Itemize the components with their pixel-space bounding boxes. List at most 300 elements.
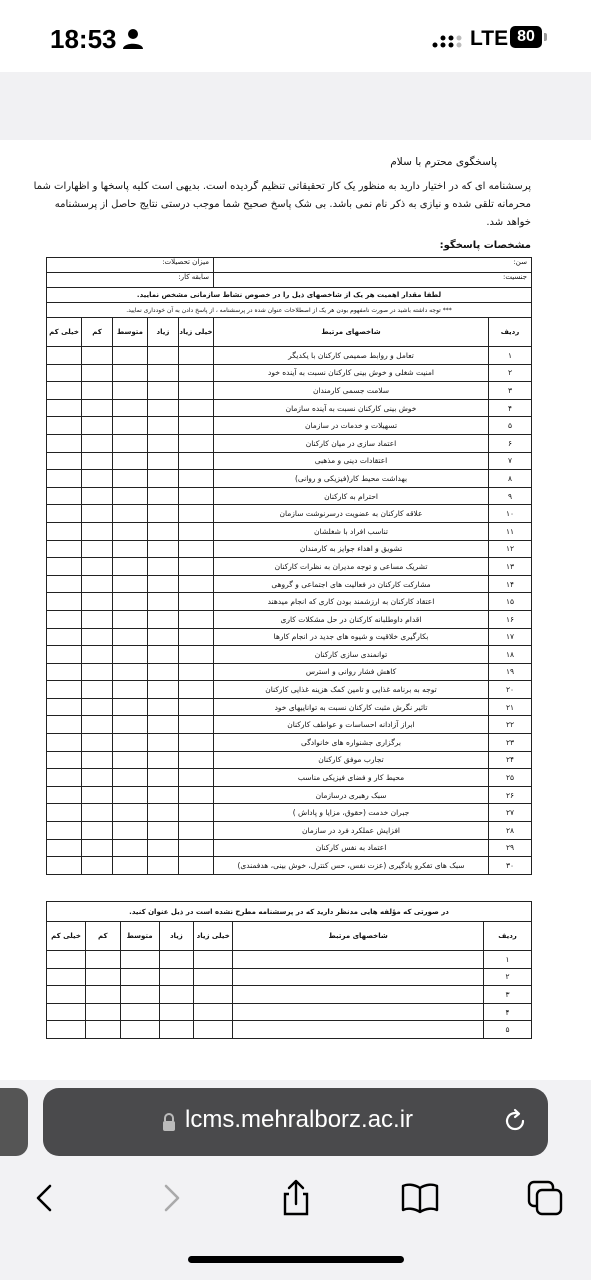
col-indicator: شاخصهای مرتبط: [214, 318, 489, 347]
answer-cell-high[interactable]: [148, 558, 179, 576]
answer-cell-very-high[interactable]: [179, 681, 214, 699]
indicator-text: تسهیلات و خدمات در سازمان: [214, 417, 489, 435]
answer-cell-very-high[interactable]: [179, 769, 214, 787]
row-number: ۱۷: [489, 628, 532, 646]
row-number: ۳۰: [489, 857, 532, 875]
indicator-text: تعامل و روابط صمیمی کارکنان با یکدیگر: [214, 347, 489, 365]
answer-cell-very-high[interactable]: [179, 382, 214, 400]
answer-cell-medium[interactable]: [120, 1003, 159, 1021]
row-number: ۸: [489, 470, 532, 488]
indicator-text: سبک رهبری درسازمان: [214, 786, 489, 804]
back-icon[interactable]: [24, 1178, 64, 1218]
answer-cell-low[interactable]: [82, 698, 113, 716]
answer-cell-low[interactable]: [82, 628, 113, 646]
table-row: [47, 681, 532, 699]
education-label: میزان تحصیلات:: [47, 258, 214, 273]
answer-cell-low[interactable]: [82, 364, 113, 382]
answer-cell-very-high[interactable]: [179, 646, 214, 664]
answer-cell-very-low[interactable]: [47, 786, 82, 804]
table-row: [47, 382, 532, 400]
indicator-text: ابراز آزادانه احساسات و عواطف کارکنان: [214, 716, 489, 734]
answer-cell-medium[interactable]: [113, 769, 148, 787]
table-row: [47, 575, 532, 593]
row-number: ۱۲: [489, 540, 532, 558]
row-number: ۵: [484, 1021, 532, 1039]
row-number: ۳: [489, 382, 532, 400]
bookmarks-icon[interactable]: [400, 1178, 440, 1218]
answer-cell-low[interactable]: [82, 575, 113, 593]
indicator-text: تشریک مساعی و توجه مدیران به نظرات کارکنان: [214, 558, 489, 576]
answer-cell-medium[interactable]: [113, 558, 148, 576]
indicator-text: بکارگیری خلاقیت و شیوه های جدید در انجام کارها: [214, 628, 489, 646]
answer-cell-medium[interactable]: [113, 505, 148, 523]
row-number: ۶: [489, 434, 532, 452]
age-label: سن:: [214, 258, 532, 273]
answer-cell-very-low[interactable]: [47, 628, 82, 646]
answer-cell-high[interactable]: [148, 382, 179, 400]
answer-cell-very-low[interactable]: [47, 857, 82, 875]
answer-cell-very-high[interactable]: [179, 610, 214, 628]
answer-cell-very-high[interactable]: [179, 487, 214, 505]
answer-cell-very-high[interactable]: [179, 786, 214, 804]
row-number: ۲۲: [489, 716, 532, 734]
answer-cell-low[interactable]: [82, 540, 113, 558]
row-number: ۲: [489, 364, 532, 382]
col-indicator: شاخصهای مرتبط: [233, 922, 484, 951]
answer-cell-very-high[interactable]: [179, 470, 214, 488]
table-row: [47, 628, 532, 646]
answer-cell-medium[interactable]: [113, 522, 148, 540]
table-row: [47, 434, 532, 452]
row-number: ۲۳: [489, 734, 532, 752]
answer-cell-very-high[interactable]: [179, 399, 214, 417]
row-number: ۷: [489, 452, 532, 470]
row-number: ۲۱: [489, 698, 532, 716]
answer-cell-medium[interactable]: [113, 593, 148, 611]
indicator-cell[interactable]: [233, 986, 484, 1004]
answer-cell-medium[interactable]: [120, 986, 159, 1004]
experience-label: سابقه کار:: [47, 273, 214, 288]
answer-cell-medium[interactable]: [113, 751, 148, 769]
answer-cell-high[interactable]: [148, 364, 179, 382]
answer-cell-very-low[interactable]: [47, 698, 82, 716]
answer-cell-very-high[interactable]: [194, 1021, 233, 1039]
previous-tab-stub[interactable]: [0, 1088, 28, 1156]
table-row: [47, 986, 532, 1004]
answer-cell-very-low[interactable]: [47, 751, 82, 769]
answer-cell-high[interactable]: [148, 347, 179, 365]
answer-cell-low[interactable]: [82, 593, 113, 611]
answer-cell-medium[interactable]: [113, 487, 148, 505]
answer-cell-very-high[interactable]: [194, 951, 233, 969]
answer-cell-very-high[interactable]: [194, 986, 233, 1004]
answer-cell-low[interactable]: [86, 968, 121, 986]
signal-icon: [432, 32, 462, 48]
answer-cell-very-high[interactable]: [179, 434, 214, 452]
answer-cell-high[interactable]: [148, 628, 179, 646]
answer-cell-high[interactable]: [148, 751, 179, 769]
answer-cell-medium[interactable]: [113, 698, 148, 716]
answer-cell-high[interactable]: [148, 434, 179, 452]
answer-cell-low[interactable]: [86, 986, 121, 1004]
answer-cell-high[interactable]: [159, 951, 194, 969]
indicator-text: امنیت شغلی و خوش بینی کارکنان نسبت به آینده خود: [214, 364, 489, 382]
row-number: ۲۵: [489, 769, 532, 787]
answer-cell-low[interactable]: [82, 716, 113, 734]
answer-cell-very-high[interactable]: [179, 628, 214, 646]
page-top-margin: [0, 72, 591, 141]
indicator-text: اقدام داوطلبانه کارکنان در حل مشکلات کاری: [214, 610, 489, 628]
indicator-text: علاقه کارکنان به عضویت درسرنوشت سازمان: [214, 505, 489, 523]
home-indicator: [188, 1256, 404, 1263]
answer-cell-very-low[interactable]: [47, 716, 82, 734]
tabs-icon[interactable]: [525, 1178, 565, 1218]
row-number: ۲۴: [489, 751, 532, 769]
row-number: ۱: [484, 951, 532, 969]
answer-cell-very-low[interactable]: [47, 968, 86, 986]
respondent-title: مشخصات پاسخگو:: [439, 240, 531, 251]
row-number: ۲۶: [489, 786, 532, 804]
forward-icon[interactable]: [152, 1178, 192, 1218]
answer-cell-very-high[interactable]: [179, 364, 214, 382]
answer-cell-medium[interactable]: [113, 716, 148, 734]
indicator-text: کاهش فشار روانی و استرس: [214, 663, 489, 681]
answer-cell-very-high[interactable]: [179, 716, 214, 734]
answer-cell-very-low[interactable]: [47, 681, 82, 699]
indicator-text: سبک های تفکرو یادگیری (عزت نفس، حس کنترل، خوش بینی، هدفمندی): [214, 857, 489, 875]
answer-cell-high[interactable]: [148, 734, 179, 752]
answer-cell-very-high[interactable]: [179, 347, 214, 365]
answer-cell-very-low[interactable]: [47, 452, 82, 470]
answer-cell-medium[interactable]: [113, 822, 148, 840]
browser-toolbar: [0, 1170, 591, 1230]
table-row: [47, 417, 532, 435]
answer-cell-very-low[interactable]: [47, 663, 82, 681]
answer-cell-very-low[interactable]: [47, 734, 82, 752]
answer-cell-high[interactable]: [148, 505, 179, 523]
answer-cell-low[interactable]: [82, 786, 113, 804]
table-row: [47, 610, 532, 628]
questionnaire-page: [0, 140, 591, 1080]
battery-tip: [544, 33, 547, 41]
indicator-text: احترام به کارکنان: [214, 487, 489, 505]
answer-cell-medium[interactable]: [113, 540, 148, 558]
answer-cell-high[interactable]: [159, 986, 194, 1004]
answer-cell-medium[interactable]: [113, 804, 148, 822]
answer-cell-medium[interactable]: [113, 646, 148, 664]
table-row: [47, 804, 532, 822]
table-row: [47, 769, 532, 787]
answer-cell-high[interactable]: [148, 470, 179, 488]
answer-cell-very-low[interactable]: [47, 822, 82, 840]
answer-cell-high[interactable]: [148, 681, 179, 699]
answer-cell-very-low[interactable]: [47, 347, 82, 365]
answer-cell-low[interactable]: [86, 1021, 121, 1039]
table-row: [47, 522, 532, 540]
answer-cell-high[interactable]: [148, 857, 179, 875]
row-number: ۱۰: [489, 505, 532, 523]
answer-cell-very-low[interactable]: [47, 951, 86, 969]
answer-cell-high[interactable]: [148, 716, 179, 734]
indicator-text: جبران خدمت (حقوق، مزایا و پاداش ): [214, 804, 489, 822]
row-number: ۴: [484, 1003, 532, 1021]
greeting: پاسخگوی محترم با سلام: [390, 156, 497, 168]
col-high: زیاد: [159, 922, 194, 951]
indicator-text: تاثیر نگرش مثبت کارکنان نسبت به تواناییهای خود: [214, 698, 489, 716]
person-icon: [122, 28, 144, 50]
answer-cell-low[interactable]: [86, 1003, 121, 1021]
answer-cell-medium[interactable]: [113, 470, 148, 488]
answer-cell-very-high[interactable]: [179, 804, 214, 822]
answer-cell-very-low[interactable]: [47, 364, 82, 382]
answer-cell-very-low[interactable]: [47, 522, 82, 540]
gender-label: جنسیت:: [214, 273, 532, 288]
indicator-text: بهداشت محیط کار(فیزیکی و روانی): [214, 470, 489, 488]
answer-cell-medium[interactable]: [120, 1021, 159, 1039]
answer-cell-very-low[interactable]: [47, 610, 82, 628]
answer-cell-very-high[interactable]: [179, 593, 214, 611]
answer-cell-medium[interactable]: [113, 663, 148, 681]
answer-cell-medium[interactable]: [120, 951, 159, 969]
answer-cell-low[interactable]: [82, 646, 113, 664]
answer-cell-medium[interactable]: [113, 857, 148, 875]
answer-cell-medium[interactable]: [113, 364, 148, 382]
table-row: [47, 1003, 532, 1021]
answer-cell-very-high[interactable]: [194, 1003, 233, 1021]
indicator-text: سلامت جسمی کارمندان: [214, 382, 489, 400]
answer-cell-low[interactable]: [82, 470, 113, 488]
row-number: ۱۶: [489, 610, 532, 628]
answer-cell-high[interactable]: [148, 575, 179, 593]
answer-cell-very-low[interactable]: [47, 505, 82, 523]
answer-cell-medium[interactable]: [113, 681, 148, 699]
table-row: [47, 646, 532, 664]
answer-cell-very-low[interactable]: [47, 593, 82, 611]
col-very-low: خیلی کم: [47, 922, 86, 951]
indicator-text: افزایش عملکرد فرد در سازمان: [214, 822, 489, 840]
indicator-text: تناسب افراد با شغلشان: [214, 522, 489, 540]
answer-cell-low[interactable]: [82, 663, 113, 681]
answer-cell-low[interactable]: [82, 769, 113, 787]
row-number: ۲: [484, 968, 532, 986]
answer-cell-low[interactable]: [82, 399, 113, 417]
answer-cell-medium[interactable]: [113, 610, 148, 628]
answer-cell-high[interactable]: [148, 522, 179, 540]
row-number: ۱: [489, 347, 532, 365]
answer-cell-high[interactable]: [148, 698, 179, 716]
answer-cell-very-high[interactable]: [179, 522, 214, 540]
url-text[interactable]: lcms.mehralborz.ac.ir: [185, 1106, 414, 1133]
address-bar[interactable]: [43, 1088, 548, 1156]
table-row: [47, 364, 532, 382]
table-row: [47, 487, 532, 505]
answer-cell-low[interactable]: [82, 751, 113, 769]
answer-cell-low[interactable]: [82, 734, 113, 752]
answer-cell-medium[interactable]: [113, 839, 148, 857]
answer-cell-medium[interactable]: [113, 628, 148, 646]
answer-cell-low[interactable]: [82, 839, 113, 857]
answer-cell-very-high[interactable]: [179, 540, 214, 558]
indicator-text: اعتماد به نفس کارکنان: [214, 839, 489, 857]
row-number: ۲۷: [489, 804, 532, 822]
answer-cell-very-low[interactable]: [47, 986, 86, 1004]
indicator-text: اعتقادات دینی و مذهبی: [214, 452, 489, 470]
row-number: ۲۹: [489, 839, 532, 857]
answer-cell-medium[interactable]: [113, 575, 148, 593]
answer-cell-high[interactable]: [148, 540, 179, 558]
table-row: [47, 822, 532, 840]
answer-cell-very-low[interactable]: [47, 804, 82, 822]
answer-cell-high[interactable]: [148, 399, 179, 417]
answer-cell-medium[interactable]: [113, 786, 148, 804]
answer-cell-medium[interactable]: [120, 968, 159, 986]
answer-cell-very-high[interactable]: [179, 698, 214, 716]
indicator-cell[interactable]: [233, 968, 484, 986]
answer-cell-very-low[interactable]: [47, 646, 82, 664]
col-row: ردیف: [489, 318, 532, 347]
reload-icon[interactable]: [502, 1108, 528, 1134]
intro-paragraph: پرسشنامه ای که در اختیار دارید به منظور یک کار تحقیقاتی تنظیم گردیده است. بدیهی است کلیه پاسخها و اظهارات شما محرمانه تلقی شده و نیازی به ذکر نام نمی باشد. بی شک پاسخ صحیح شما موجب درستی نتایج حاصل از پرسشنامه خواهد شد.: [33, 181, 531, 228]
answer-cell-very-high[interactable]: [179, 505, 214, 523]
answer-cell-very-high[interactable]: [179, 663, 214, 681]
answer-cell-very-low[interactable]: [47, 540, 82, 558]
answer-cell-low[interactable]: [82, 417, 113, 435]
indicator-text: تجارب موفق کارکنان: [214, 751, 489, 769]
col-row: ردیف: [484, 922, 532, 951]
answer-cell-low[interactable]: [82, 487, 113, 505]
answer-cell-very-high[interactable]: [179, 575, 214, 593]
row-number: ۳: [484, 986, 532, 1004]
answer-cell-high[interactable]: [148, 417, 179, 435]
row-number: ۱۵: [489, 593, 532, 611]
answer-cell-high[interactable]: [148, 822, 179, 840]
table-row: [47, 1021, 532, 1039]
answer-cell-very-high[interactable]: [179, 452, 214, 470]
answer-cell-very-high[interactable]: [179, 558, 214, 576]
table-row: [47, 951, 532, 969]
answer-cell-low[interactable]: [82, 610, 113, 628]
col-very-low: خیلی کم: [47, 318, 82, 347]
indicator-text: اعتقاد کارکنان به ارزشمند بودن کاری که انجام میدهند: [214, 593, 489, 611]
answer-cell-medium[interactable]: [113, 382, 148, 400]
col-medium: متوسط: [113, 318, 148, 347]
status-bar: [0, 0, 591, 72]
answer-cell-medium[interactable]: [113, 417, 148, 435]
answer-cell-low[interactable]: [82, 522, 113, 540]
indicator-cell[interactable]: [233, 1003, 484, 1021]
answer-cell-high[interactable]: [148, 663, 179, 681]
battery-indicator: 80: [510, 26, 542, 48]
row-number: ۲۰: [489, 681, 532, 699]
extra-indicators-table: [46, 901, 532, 1039]
answer-cell-very-high[interactable]: [179, 857, 214, 875]
answer-cell-very-high[interactable]: [179, 417, 214, 435]
answer-cell-high[interactable]: [148, 804, 179, 822]
note: *** توجه داشته باشید در صورت نامفهوم بودن هر یک از اصطلاحات عنوان شده در پرسشنامه ، از پاسخ دادن به آن خودداری نمایید.: [47, 303, 532, 318]
instruction: لطفا مقدار اهمیت هر یک از شاخصهای ذیل را در خصوص نشاط سازمانی مشخص نمایید.: [47, 288, 532, 303]
answer-cell-medium[interactable]: [113, 452, 148, 470]
answer-cell-very-high[interactable]: [179, 839, 214, 857]
table-row: [47, 751, 532, 769]
answer-cell-high[interactable]: [148, 786, 179, 804]
indicator-text: مشارکت کارکنان در فعالیت های اجتماعی و گروهی: [214, 575, 489, 593]
answer-cell-medium[interactable]: [113, 399, 148, 417]
table-row: [47, 663, 532, 681]
answer-cell-low[interactable]: [82, 505, 113, 523]
answer-cell-high[interactable]: [148, 487, 179, 505]
network-type: LTE: [470, 27, 509, 50]
answer-cell-high[interactable]: [148, 593, 179, 611]
answer-cell-high[interactable]: [159, 968, 194, 986]
indicator-text: خوش بینی کارکنان نسبت به آینده سازمان: [214, 399, 489, 417]
share-icon[interactable]: [276, 1178, 316, 1218]
answer-cell-very-low[interactable]: [47, 575, 82, 593]
indicators-table: [46, 257, 532, 875]
answer-cell-high[interactable]: [148, 610, 179, 628]
answer-cell-high[interactable]: [148, 452, 179, 470]
indicator-text: اعتماد سازی در میان کارکنان: [214, 434, 489, 452]
answer-cell-medium[interactable]: [113, 347, 148, 365]
answer-cell-very-low[interactable]: [47, 434, 82, 452]
answer-cell-very-low[interactable]: [47, 382, 82, 400]
answer-cell-medium[interactable]: [113, 434, 148, 452]
answer-cell-very-low[interactable]: [47, 417, 82, 435]
table-row: [47, 452, 532, 470]
answer-cell-high[interactable]: [148, 769, 179, 787]
answer-cell-low[interactable]: [82, 804, 113, 822]
answer-cell-very-high[interactable]: [179, 751, 214, 769]
answer-cell-low[interactable]: [82, 452, 113, 470]
answer-cell-very-low[interactable]: [47, 1021, 86, 1039]
answer-cell-low[interactable]: [82, 347, 113, 365]
answer-cell-high[interactable]: [148, 646, 179, 664]
answer-cell-low[interactable]: [82, 382, 113, 400]
answer-cell-low[interactable]: [82, 681, 113, 699]
indicator-text: توانمندی سازی کارکنان: [214, 646, 489, 664]
table-row: [47, 698, 532, 716]
answer-cell-very-low[interactable]: [47, 487, 82, 505]
answer-cell-very-low[interactable]: [47, 1003, 86, 1021]
answer-cell-low[interactable]: [82, 558, 113, 576]
col-low: کم: [82, 318, 113, 347]
lock-icon: [161, 1112, 177, 1132]
answer-cell-very-low[interactable]: [47, 839, 82, 857]
answer-cell-low[interactable]: [82, 822, 113, 840]
indicator-text: توجه به برنامه غذایی و تامین کمک هزینه غذایی کارکنان: [214, 681, 489, 699]
table-row: [47, 786, 532, 804]
table-row: [47, 540, 532, 558]
answer-cell-high[interactable]: [159, 1003, 194, 1021]
answer-cell-very-high[interactable]: [179, 822, 214, 840]
answer-cell-very-low[interactable]: [47, 399, 82, 417]
indicator-cell[interactable]: [233, 951, 484, 969]
answer-cell-high[interactable]: [148, 839, 179, 857]
answer-cell-very-low[interactable]: [47, 558, 82, 576]
answer-cell-very-low[interactable]: [47, 769, 82, 787]
answer-cell-medium[interactable]: [113, 734, 148, 752]
indicator-cell[interactable]: [233, 1021, 484, 1039]
answer-cell-very-high[interactable]: [179, 734, 214, 752]
answer-cell-low[interactable]: [82, 434, 113, 452]
answer-cell-low[interactable]: [82, 857, 113, 875]
answer-cell-low[interactable]: [86, 951, 121, 969]
indicator-text: تشویق و اهداء جوایز به کارمندان: [214, 540, 489, 558]
col-medium: متوسط: [120, 922, 159, 951]
answer-cell-high[interactable]: [159, 1021, 194, 1039]
answer-cell-very-high[interactable]: [194, 968, 233, 986]
col-very-high: خیلی زیاد: [179, 318, 214, 347]
answer-cell-very-low[interactable]: [47, 470, 82, 488]
